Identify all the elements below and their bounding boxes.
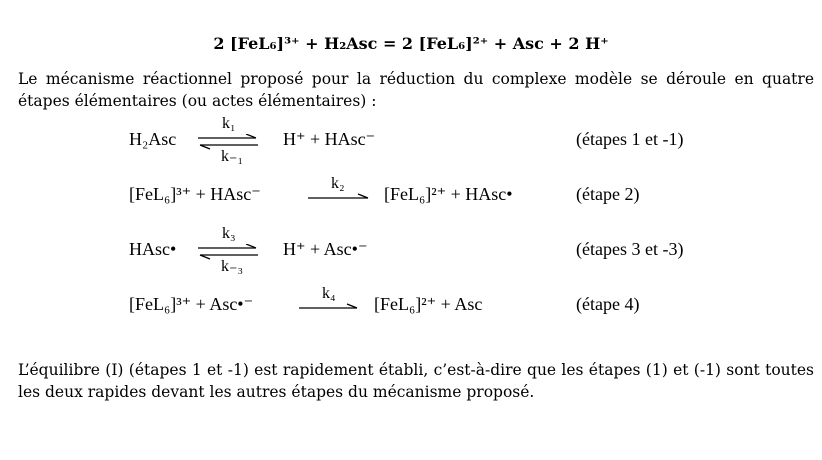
equilibrium-conclusion-paragraph: L’équilibre (I) (étapes 1 et -1) est rapidement établi, c’est-à-dire que les étapes (1) et (-1) sont toutes les deux rapides devant les autres étapes du mécanisme proposé.	[18, 361, 814, 401]
step-3-rate-constant-reverse: k₋₃	[221, 258, 244, 275]
overall-reaction-equation: 2 [FeL₆]³⁺ + H₂Asc = 2 [FeL₆]²⁺ + Asc + 2 H⁺	[213, 34, 609, 53]
step-2-products: [FeL₆]²⁺ + HAsc•	[384, 184, 513, 204]
step-4-reactants: [FeL₆]³⁺ + Asc•⁻	[129, 294, 254, 314]
step-4-products: [FeL₆]²⁺ + Asc	[374, 294, 483, 314]
step-3-equation	[0, 225, 822, 275]
forward-arrow-icon	[306, 192, 372, 202]
step-2-label: (étape 2)	[576, 184, 640, 204]
step-2-rate-constant: k₂	[331, 175, 345, 192]
step-1-equation	[0, 115, 822, 165]
step-4-label: (étape 4)	[576, 294, 640, 314]
step-1-reactant: H₂Asc	[129, 129, 177, 149]
step-3-products: H⁺ + Asc•⁻	[283, 239, 368, 259]
step-2-reactants: [FeL₆]³⁺ + HAsc⁻	[129, 184, 261, 204]
mechanism-intro-paragraph: Le mécanisme réactionnel proposé pour la réduction du complexe modèle se déroule en quatre étapes élémentaires (ou actes élémentaires) :	[18, 70, 814, 110]
step-1-rate-constant-forward: k₁	[222, 115, 236, 132]
step-1-label: (étapes 1 et -1)	[576, 129, 684, 149]
step-2-equation	[0, 175, 822, 218]
step-1-rate-constant-reverse: k₋₁	[221, 148, 244, 165]
forward-arrow-icon	[297, 302, 361, 312]
step-3-label: (étapes 3 et -3)	[576, 239, 684, 259]
step-4-rate-constant: k₄	[322, 285, 336, 302]
step-3-reactant: HAsc•	[129, 239, 177, 259]
step-4-equation	[0, 285, 822, 328]
step-1-products: H⁺ + HAsc⁻	[283, 129, 376, 149]
step-3-rate-constant-forward: k₃	[222, 225, 236, 242]
